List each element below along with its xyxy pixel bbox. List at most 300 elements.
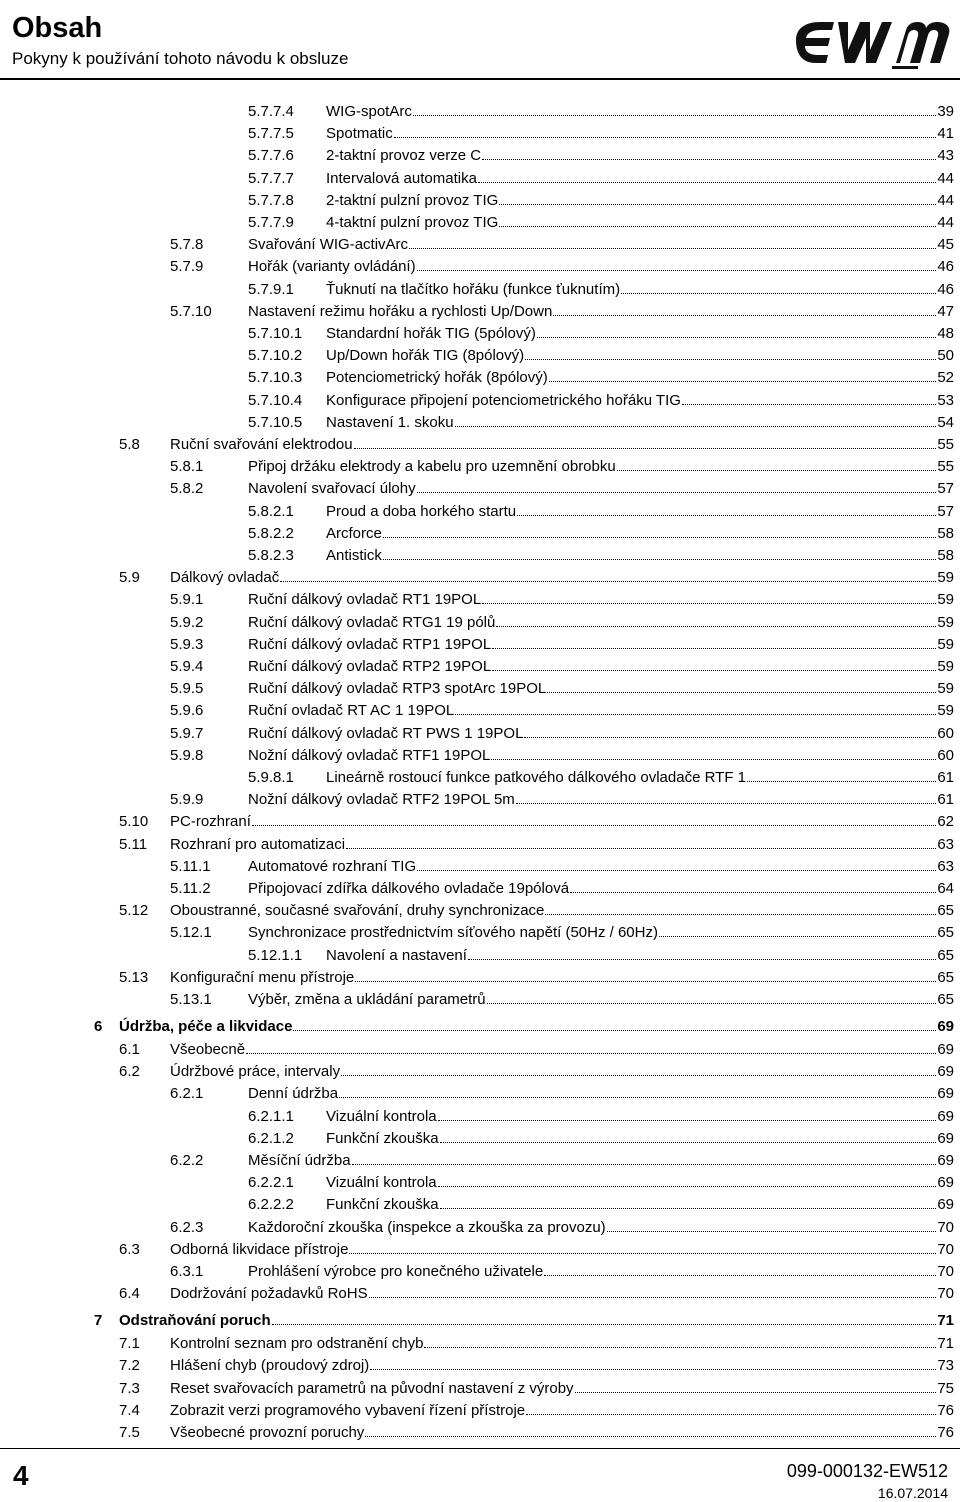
toc-entry-number: 5.11.2: [170, 880, 211, 897]
toc-entry-page: 46: [937, 280, 954, 298]
toc-entry-title: Měsíční údržba: [248, 1152, 351, 1169]
toc-entry-page: 57: [937, 480, 954, 498]
toc-entry-page: 63: [937, 857, 954, 875]
toc-entry-title: Všeobecné provozní poruchy: [170, 1424, 365, 1441]
toc-entry-title: Hořák (varianty ovládání): [248, 258, 416, 276]
toc-entry-title: Potenciometrický hořák (8pólový): [326, 369, 548, 387]
toc-entry-page: 64: [937, 880, 954, 897]
toc-entry-page: 45: [937, 236, 954, 254]
toc-entry-title: Dodržování požadavků RoHS: [170, 1285, 368, 1303]
toc-entry[interactable]: [248, 502, 954, 520]
toc-entry-page: 58: [937, 524, 954, 542]
toc-entry-number: 6.2.1.1: [248, 1107, 294, 1125]
toc-entry[interactable]: [119, 835, 954, 853]
toc-leader-dots: [526, 1414, 936, 1415]
toc-entry-title: Automatové rozhraní TIG: [248, 857, 417, 875]
toc-entry-page: 69: [937, 1085, 954, 1103]
toc-entry-title: Nožní dálkový ovladač RTF1 19POL: [248, 746, 491, 764]
toc-entry-title: Up/Down hořák TIG (8pólový): [326, 347, 525, 365]
toc-entry-number: 6.2.2: [170, 1152, 204, 1169]
toc-leader-dots: [370, 1369, 936, 1370]
toc-entry-title: Údržbové práce, intervaly: [170, 1063, 341, 1081]
toc-entry-number: 5.13.1: [170, 991, 212, 1008]
toc-leader-dots: [524, 737, 936, 738]
toc-entry-number: 5.8.1: [170, 458, 204, 476]
toc-entry-page: 70: [937, 1285, 954, 1303]
toc-entry-title: Rozhraní pro automatizaci: [170, 835, 346, 853]
toc-leader-dots: [352, 1164, 937, 1165]
toc-entry[interactable]: [170, 1218, 954, 1236]
toc-leader-dots: [487, 1003, 937, 1004]
toc-entry[interactable]: [170, 457, 954, 475]
toc-leader-dots: [525, 359, 936, 360]
toc-entry-page: 65: [937, 946, 954, 964]
toc-entry-title: Všeobecně: [170, 1041, 246, 1058]
toc-leader-dots: [575, 1392, 937, 1393]
toc-entry[interactable]: [119, 901, 954, 919]
toc-leader-dots: [517, 515, 936, 516]
toc-entry-page: 59: [937, 702, 954, 720]
toc-leader-dots: [455, 426, 937, 427]
toc-entry[interactable]: [170, 235, 954, 253]
toc-entry-title: Dálkový ovladač: [170, 569, 280, 587]
toc-entry[interactable]: [170, 701, 954, 719]
toc-entry[interactable]: [94, 1311, 954, 1329]
toc-entry-page: 43: [937, 147, 954, 165]
toc-entry-title: Odborná likvidace přístroje: [170, 1240, 349, 1258]
toc-entry-page: 76: [937, 1401, 954, 1419]
toc-leader-dots: [246, 1053, 936, 1054]
toc-entry[interactable]: [170, 1084, 954, 1102]
toc-entry-number: 5.7.7.7: [248, 169, 294, 187]
toc-entry[interactable]: [119, 1284, 954, 1302]
toc-leader-dots: [440, 1142, 937, 1143]
toc-entry-number: 7.4: [119, 1401, 140, 1419]
toc-entry-title: Proud a doba horkého startu: [326, 502, 517, 520]
toc-entry-title: Spotmatic: [326, 125, 393, 143]
toc-entry-title: Ruční dálkový ovladač RTP3 spotArc 19POL: [248, 680, 547, 698]
toc-entry-number: 5.7.7.4: [248, 103, 294, 120]
toc-entry-title: 4-taktní pulzní provoz TIG: [326, 214, 499, 231]
toc-entry[interactable]: [170, 635, 954, 653]
toc-entry-number: 6.2.3: [170, 1218, 204, 1236]
toc-entry-title: Funkční zkouška: [326, 1196, 439, 1214]
toc-entry-title: Vizuální kontrola: [326, 1107, 437, 1125]
toc-entry-title: Nastavení režimu hořáku a rychlosti Up/Down: [248, 302, 553, 320]
toc-entry-title: Konfigurační menu přístroje: [170, 968, 355, 986]
toc-entry-title: Intervalová automatika: [326, 169, 477, 187]
toc-leader-dots: [293, 1030, 936, 1031]
toc-entry-page: 69: [937, 1018, 954, 1035]
toc-entry-title: Ruční svařování elektrodou: [170, 436, 353, 453]
toc-entry-number: 7.3: [119, 1379, 140, 1397]
toc-entry[interactable]: [170, 479, 954, 497]
toc-entry[interactable]: [170, 257, 954, 275]
toc-entry-page: 59: [937, 591, 954, 609]
toc-entry[interactable]: [119, 968, 954, 986]
toc-entry-number: 6.2.2.2: [248, 1196, 294, 1214]
toc-entry-number: 5.12: [119, 902, 149, 920]
toc-entry-page: 47: [937, 302, 954, 320]
toc-entry-number: 5.9.8.1: [248, 769, 294, 786]
toc-entry-number: 5.8.2.1: [248, 502, 294, 520]
toc-entry-page: 69: [937, 1174, 954, 1192]
toc-entry[interactable]: [119, 435, 954, 453]
toc-leader-dots: [280, 581, 936, 582]
toc-entry-number: 7.2: [119, 1357, 140, 1375]
toc-entry-number: 6.2.2.1: [248, 1174, 294, 1192]
toc-entry[interactable]: [170, 857, 954, 875]
toc-entry-page: 75: [937, 1379, 954, 1397]
toc-leader-dots: [545, 914, 936, 915]
toc-leader-dots: [682, 404, 936, 405]
toc-entry-page: 59: [937, 613, 954, 631]
toc-entry-title: Ruční ovladač RT AC 1 19POL: [248, 702, 455, 720]
toc-leader-dots: [339, 1097, 936, 1098]
toc-entry[interactable]: [248, 213, 954, 231]
header-rule: [0, 78, 960, 80]
toc-entry-page: 71: [937, 1312, 954, 1330]
toc-leader-dots: [383, 537, 936, 538]
toc-entry-number: 5.11.1: [170, 857, 211, 875]
toc-entry[interactable]: [119, 568, 954, 586]
toc-entry-title: 2-taktní provoz verze C: [326, 147, 482, 165]
toc-entry-number: 5.8.2.2: [248, 524, 294, 542]
toc-entry-number: 7.1: [119, 1335, 140, 1353]
toc-entry[interactable]: [119, 1401, 954, 1419]
toc-entry[interactable]: [248, 1107, 954, 1125]
toc-entry[interactable]: [119, 1062, 954, 1080]
toc-entry-title: Denní údržba: [248, 1085, 339, 1103]
toc-entry-number: 7.5: [119, 1424, 140, 1441]
toc-entry-page: 57: [937, 502, 954, 520]
toc-entry-number: 7: [94, 1312, 103, 1330]
toc-entry-page: 65: [937, 924, 954, 942]
toc-entry-title: WIG-spotArc: [326, 103, 412, 120]
toc-entry-number: 5.7.8: [170, 236, 204, 254]
toc-entry-number: 5.7.10.3: [248, 369, 303, 387]
toc-entry-page: 50: [937, 347, 954, 365]
toc-leader-dots: [537, 337, 936, 338]
toc-entry-number: 5.7.7.9: [248, 214, 294, 231]
toc-entry[interactable]: [119, 1334, 954, 1352]
toc-entry-number: 6.1: [119, 1041, 140, 1058]
toc-leader-dots: [659, 936, 936, 937]
toc-entry[interactable]: [170, 923, 954, 941]
toc-entry-page: 46: [937, 258, 954, 276]
toc-leader-dots: [438, 1120, 937, 1121]
toc-entry[interactable]: [248, 191, 954, 209]
toc-leader-dots: [570, 892, 936, 893]
toc-leader-dots: [354, 448, 937, 449]
toc-leader-dots: [413, 115, 936, 116]
toc-leader-dots: [482, 159, 936, 160]
toc-entry[interactable]: [170, 1262, 954, 1280]
toc-leader-dots: [621, 293, 936, 294]
toc-entry-page: 65: [937, 902, 954, 920]
toc-entry-title: 2-taktní pulzní provoz TIG: [326, 191, 499, 209]
toc-entry-page: 44: [937, 214, 954, 231]
toc-entry-title: Připojovací zdířka dálkového ovladače 19pólová: [248, 880, 570, 897]
toc-entry-page: 59: [937, 680, 954, 698]
toc-leader-dots: [272, 1324, 937, 1325]
toc-leader-dots: [547, 692, 936, 693]
toc-leader-dots: [365, 1436, 936, 1437]
toc-entry-page: 59: [937, 569, 954, 587]
toc-entry-page: 53: [937, 391, 954, 409]
toc-entry-page: 61: [937, 791, 954, 809]
toc-entry-number: 5.9.6: [170, 702, 204, 720]
toc-entry-title: Ruční dálkový ovladač RTP2 19POL: [248, 658, 492, 675]
page-title: Obsah: [12, 12, 103, 44]
toc-entry[interactable]: [119, 812, 954, 830]
toc-entry-page: 55: [937, 436, 954, 453]
toc-entry-title: Každoroční zkouška (inspekce a zkouška za provozu): [248, 1218, 606, 1236]
toc-leader-dots: [478, 182, 936, 183]
toc-entry-title: Lineárně rostoucí funkce patkového dálkového ovladače RTF 1: [326, 769, 746, 786]
toc-entry[interactable]: [170, 613, 954, 631]
toc-entry-title: Zobrazit verzi programového vybavení řízení přístroje: [170, 1401, 526, 1419]
toc-entry-page: 62: [937, 813, 954, 831]
toc-entry-title: Výběr, změna a ukládání parametrů: [248, 991, 486, 1008]
toc-entry[interactable]: [94, 1017, 954, 1035]
toc-entry-number: 5.8.2.3: [248, 547, 294, 564]
toc-entry-number: 5.7.7.5: [248, 125, 294, 143]
toc-entry-title: Ruční dálkový ovladač RTG1 19 pólů: [248, 613, 496, 631]
toc-entry-title: Funkční zkouška: [326, 1129, 439, 1147]
page-subtitle: Pokyny k používání tohoto návodu k obsluze: [12, 49, 349, 68]
toc-entry-page: 73: [937, 1357, 954, 1375]
footer-rule: [0, 1448, 960, 1449]
toc-entry[interactable]: [248, 169, 954, 187]
document-number: 099-000132-EW512: [786, 1461, 948, 1481]
toc-entry-number: 5.7.10.1: [248, 325, 303, 342]
toc-entry[interactable]: [248, 1195, 954, 1213]
toc-entry-page: 60: [937, 746, 954, 764]
toc-leader-dots: [455, 714, 936, 715]
toc-entry-title: Oboustranné, současné svařování, druhy synchronizace: [170, 902, 545, 920]
toc-entry-title: Kontrolní seznam pro odstranění chyb: [170, 1335, 424, 1353]
toc-leader-dots: [544, 1275, 936, 1276]
toc-entry[interactable]: [248, 324, 954, 342]
toc-entry-number: 5.7.9: [170, 258, 204, 276]
toc-entry-page: 69: [937, 1152, 954, 1169]
toc-entry-number: 5.9.1: [170, 591, 204, 609]
toc-entry[interactable]: [170, 590, 954, 608]
toc-entry-title: Ruční dálkový ovladač RT PWS 1 19POL: [248, 724, 524, 742]
toc-leader-dots: [492, 648, 936, 649]
toc-entry-title: Synchronizace prostřednictvím síťového napětí (50Hz / 60Hz): [248, 924, 658, 942]
toc-entry-number: 5.11: [119, 835, 148, 853]
toc-leader-dots: [747, 781, 936, 782]
toc-entry-number: 6.2: [119, 1063, 140, 1081]
toc-entry-page: 71: [937, 1335, 954, 1353]
toc-entry-number: 5.8: [119, 436, 140, 453]
toc-entry-title: Navolení a nastavení: [326, 946, 467, 964]
toc-entry-title: Ruční dálkový ovladač RT1 19POL: [248, 591, 482, 609]
toc-entry[interactable]: [248, 368, 954, 386]
toc-leader-dots: [438, 1186, 937, 1187]
toc-entry-page: 69: [937, 1107, 954, 1125]
toc-entry-title: Navolení svařovací úlohy: [248, 480, 416, 498]
toc-entry[interactable]: [248, 1129, 954, 1147]
toc-entry-number: 5.12.1: [170, 924, 212, 942]
toc-entry-number: 5.7.9.1: [248, 280, 294, 298]
toc-leader-dots: [341, 1075, 936, 1076]
toc-leader-dots: [349, 1253, 936, 1254]
toc-entry-title: Antistick: [326, 547, 382, 564]
toc-entry[interactable]: [119, 1356, 954, 1374]
toc-entry[interactable]: [248, 768, 954, 786]
toc-entry-number: 5.9.5: [170, 680, 204, 698]
document-date: 16.07.2014: [877, 1485, 948, 1501]
toc-entry-number: 5.9.8: [170, 746, 204, 764]
toc-leader-dots: [607, 1231, 937, 1232]
toc-entry-page: 70: [937, 1240, 954, 1258]
toc-entry[interactable]: [170, 302, 954, 320]
toc-leader-dots: [482, 603, 936, 604]
toc-entry[interactable]: [248, 391, 954, 409]
toc-entry-page: 39: [937, 103, 954, 120]
page-number: 4: [13, 1460, 29, 1491]
toc-leader-dots: [549, 381, 937, 382]
toc-entry[interactable]: [248, 346, 954, 364]
toc-leader-dots: [468, 959, 936, 960]
toc-entry-page: 59: [937, 658, 954, 675]
toc-entry-page: 69: [937, 1041, 954, 1058]
toc-entry[interactable]: [248, 546, 954, 564]
toc-entry-page: 65: [937, 991, 954, 1008]
toc-leader-dots: [409, 248, 936, 249]
toc-entry-number: 5.7.10.5: [248, 413, 303, 431]
toc-entry-page: 41: [937, 125, 954, 143]
toc-entry-title: Nastavení 1. skoku: [326, 413, 454, 431]
ewm-logo: [794, 16, 956, 70]
toc-leader-dots: [369, 1297, 937, 1298]
toc-entry-number: 5.13: [119, 968, 149, 986]
toc-entry[interactable]: [248, 124, 954, 142]
toc-entry-page: 44: [937, 191, 954, 209]
toc-entry[interactable]: [248, 280, 954, 298]
toc-leader-dots: [491, 759, 936, 760]
toc-entry-page: 63: [937, 835, 954, 853]
toc-entry-number: 5.10: [119, 813, 149, 831]
toc-leader-dots: [617, 470, 937, 471]
toc-entry-number: 5.9.2: [170, 613, 204, 631]
toc-entry-page: 55: [937, 458, 954, 476]
toc-entry[interactable]: [119, 1040, 954, 1058]
toc-entry-page: 65: [937, 968, 954, 986]
toc-entry-number: 5.9.9: [170, 791, 204, 809]
toc-entry-number: 5.7.7.8: [248, 191, 294, 209]
toc-entry-title: Nožní dálkový ovladač RTF2 19POL 5m: [248, 791, 515, 809]
toc-entry[interactable]: [119, 1423, 954, 1441]
toc-entry-title: Vizuální kontrola: [326, 1174, 437, 1192]
toc-entry[interactable]: [170, 879, 954, 897]
toc-entry-page: 58: [937, 547, 954, 564]
toc-entry-page: 54: [937, 413, 954, 431]
toc-entry-number: 5.7.10: [170, 302, 212, 320]
toc-entry-page: 52: [937, 369, 954, 387]
toc-entry-page: 59: [937, 635, 954, 653]
toc-entry-number: 6.2.1: [170, 1085, 204, 1103]
toc-entry-title: PC-rozhraní: [170, 813, 251, 831]
toc-entry-page: 69: [937, 1196, 954, 1214]
toc-leader-dots: [492, 670, 936, 671]
toc-leader-dots: [383, 559, 936, 560]
toc-entry[interactable]: [248, 102, 954, 120]
toc-entry[interactable]: [248, 146, 954, 164]
toc-leader-dots: [346, 848, 936, 849]
toc-entry[interactable]: [119, 1240, 954, 1258]
toc-leader-dots: [424, 1347, 936, 1348]
toc-leader-dots: [516, 803, 937, 804]
toc-entry-page: 70: [937, 1263, 954, 1280]
toc-entry-number: 6.3.1: [170, 1263, 204, 1280]
toc-entry[interactable]: [170, 657, 954, 675]
toc-entry-number: 5.9.4: [170, 658, 204, 675]
toc-entry-title: Konfigurace připojení potenciometrického hořáku TIG: [326, 391, 681, 409]
toc-entry-number: 6.3: [119, 1240, 140, 1258]
toc-entry[interactable]: [170, 990, 954, 1008]
toc-entry[interactable]: [170, 746, 954, 764]
toc-entry-title: Hlášení chyb (proudový zdroj): [170, 1357, 370, 1375]
toc-leader-dots: [355, 981, 936, 982]
toc-entry-page: 70: [937, 1218, 954, 1236]
toc-entry-number: 5.7.10.2: [248, 347, 303, 365]
toc-entry-number: 5.8.2: [170, 480, 204, 498]
toc-entry-number: 6.2.1.2: [248, 1129, 294, 1147]
toc-leader-dots: [499, 204, 936, 205]
toc-entry-page: 44: [937, 169, 954, 187]
toc-entry[interactable]: [119, 1379, 954, 1397]
toc-entry[interactable]: [170, 1151, 954, 1169]
toc-entry-title: Standardní hořák TIG (5pólový): [326, 325, 536, 342]
toc-entry-title: Ruční dálkový ovladač RTP1 19POL: [248, 635, 492, 653]
toc-leader-dots: [252, 825, 936, 826]
toc-entry[interactable]: [248, 946, 954, 964]
toc-entry-number: 6.4: [119, 1285, 140, 1303]
toc-entry-title: Svařování WIG-activArc: [248, 236, 409, 254]
toc-leader-dots: [417, 270, 937, 271]
toc-entry-number: 5.12.1.1: [248, 946, 303, 964]
toc-entry-page: 69: [937, 1063, 954, 1081]
toc-entry[interactable]: [170, 724, 954, 742]
toc-entry[interactable]: [248, 413, 954, 431]
toc-entry-title: Připoj držáku elektrody a kabelu pro uzemnění obrobku: [248, 458, 616, 476]
toc-entry-title: Prohlášení výrobce pro konečného uživatele: [248, 1263, 544, 1280]
toc-leader-dots: [440, 1208, 937, 1209]
toc-entry-page: 48: [937, 325, 954, 342]
toc-entry-title: Údržba, péče a likvidace: [119, 1018, 293, 1035]
toc-entry-title: Arcforce: [326, 524, 382, 542]
toc-entry-number: 5.9.3: [170, 635, 204, 653]
toc-entry[interactable]: [248, 1173, 954, 1191]
toc-entry-number: 5.7.10.4: [248, 391, 303, 409]
toc-entry[interactable]: [170, 679, 954, 697]
toc-leader-dots: [499, 226, 936, 227]
toc-entry[interactable]: [170, 790, 954, 808]
toc-entry-number: 5.9: [119, 569, 140, 587]
toc-leader-dots: [496, 626, 936, 627]
toc-leader-dots: [394, 137, 937, 138]
toc-entry-page: 69: [937, 1129, 954, 1147]
toc-entry-title: Ťuknutí na tlačítko hořáku (funkce ťuknutím): [326, 280, 621, 298]
toc-entry-page: 76: [937, 1424, 954, 1441]
toc-entry[interactable]: [248, 524, 954, 542]
toc-entry-number: 5.9.7: [170, 724, 204, 742]
toc-entry-number: 5.7.7.6: [248, 147, 294, 165]
